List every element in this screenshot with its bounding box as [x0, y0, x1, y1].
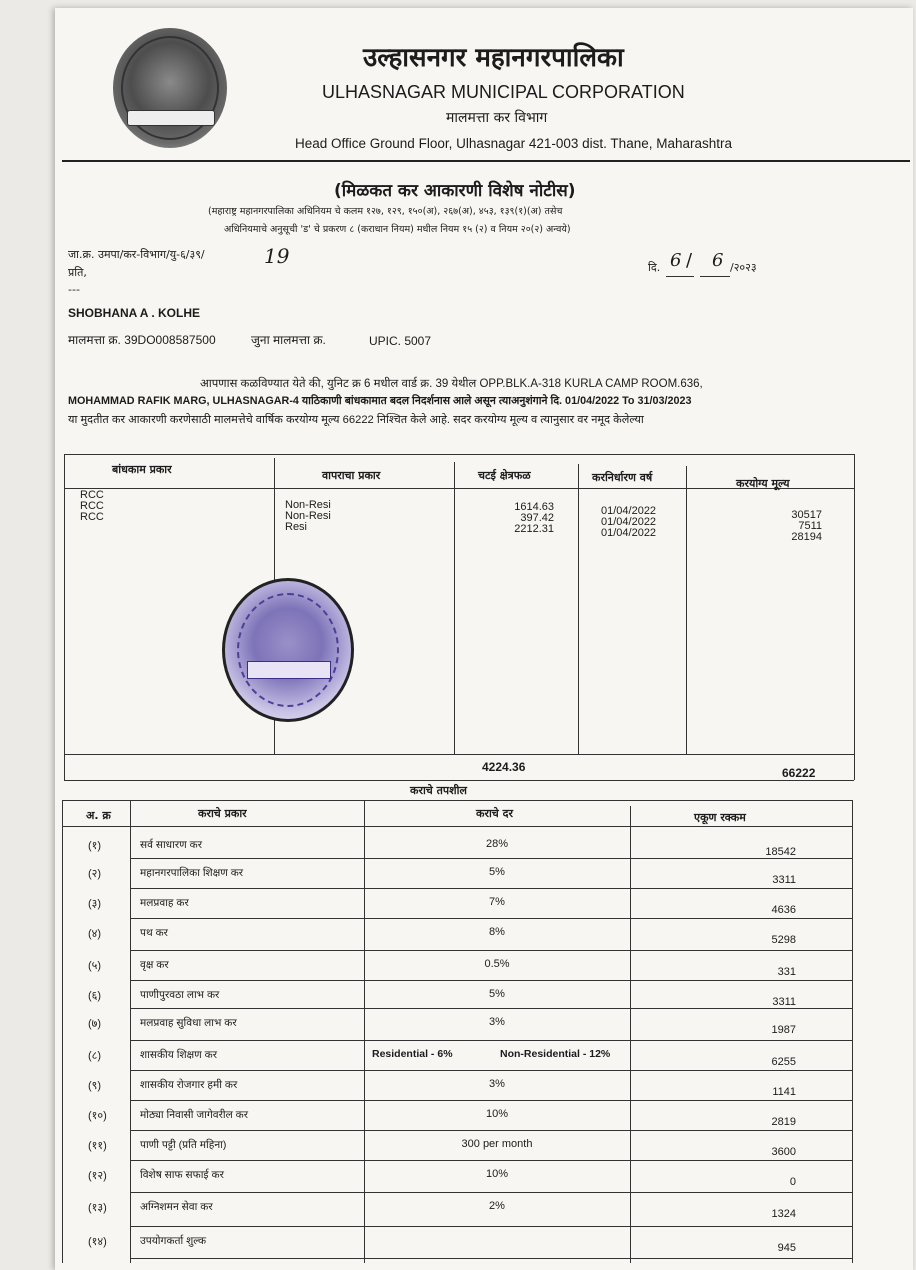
row-tax-rate: 3% [489, 1016, 505, 1028]
row-serial-number: (७) [88, 1018, 102, 1030]
row-serial-number: (३) [88, 898, 102, 910]
date-underline-month [700, 276, 730, 277]
row-tax-type: विशेष साफ सफाई कर [140, 1169, 224, 1181]
total-taxable-value: 66222 [782, 766, 816, 780]
col-header-total-amount: एकूण रक्कम [694, 811, 746, 824]
usage-column [285, 500, 331, 533]
header-divider [62, 160, 910, 162]
value-column [760, 510, 822, 543]
department-name: मालमत्ता कर विभाग [446, 110, 548, 126]
row-tax-type: मलप्रवाह सुविधा लाभ कर [140, 1017, 237, 1029]
row-tax-rate: 5% [489, 988, 505, 1000]
date-month-handwritten: 6 [712, 250, 724, 271]
table-row-construction: RCC [80, 500, 104, 512]
notice-body-line-1: आपणास कळविण्यात येते की, युनिट क्र 6 मधील वार्ड क्र. 39 येथील OPP.BLK.A-318 KURLA CAMP ROOM.636, [200, 378, 703, 390]
notice-title: (मिळकत कर आकारणी विशेष नोटीस) [334, 181, 576, 201]
notice-body-line-3: या मुदतीत कर आकारणी करणेसाठी मालमत्तेचे वार्षिक करयोग्य मूल्य 66222 निश्चित केले आहे. सदर करयोग्य मूल्य व त्यानुसार वर नमूद केलेल्या [68, 414, 644, 426]
property-number: मालमत्ता क्र. 39DO008587500 [68, 333, 216, 347]
row-divider [130, 1192, 852, 1193]
col-header-assessment-year: करनिर्धारण वर्ष [592, 471, 653, 484]
row-tax-rate: 8% [489, 926, 505, 938]
row-divider [130, 950, 852, 951]
row-tax-rate: 0.5% [484, 958, 510, 970]
legal-reference-line-2: अधिनियमाचे अनुसूची 'ड' चे प्रकरण ८ (कराधान नियम) मधील नियम १५ (२) व नियम २०(२) अन्वये) [224, 224, 571, 235]
table-row-year: 01/04/2022 [601, 505, 657, 517]
table-row-construction: RCC [80, 511, 104, 523]
date-label: दि. [648, 261, 661, 274]
row-divider [130, 1226, 852, 1227]
row-tax-rate: 10% [485, 1168, 509, 1180]
row-tax-type: महानगरपालिका शिक्षण कर [140, 867, 244, 879]
row-divider [130, 980, 852, 981]
row-serial-number: (१४) [88, 1236, 107, 1248]
row-tax-rate: 2% [489, 1200, 505, 1212]
row-divider [130, 1070, 852, 1071]
table-row-usage: Resi [285, 521, 308, 533]
table-row-value: 7511 [798, 520, 822, 532]
row-total-amount: 6255 [771, 1056, 796, 1068]
row-tax-type: पाणी पट्टी (प्रति महिना) [140, 1139, 227, 1151]
row-divider [130, 918, 852, 919]
col-header-serial: अ. क्र [86, 809, 111, 822]
separator-dashes: --- [68, 283, 80, 296]
table-row-area: 397.42 [520, 512, 554, 524]
reference-number-label: जा.क्र. उमपा/कर-विभाग/यु-६/३९/ [68, 248, 205, 261]
row-total-amount: 1324 [771, 1208, 796, 1220]
table-row-construction: RCC [80, 489, 104, 501]
date-underline-day [666, 276, 694, 277]
row-serial-number: (९) [88, 1080, 102, 1092]
owner-name: SHOBHANA A . KOLHE [68, 306, 200, 320]
row-tax-type: मलप्रवाह कर [140, 897, 189, 909]
row-divider [130, 858, 852, 859]
municipal-logo-seal [113, 28, 227, 148]
old-property-number-label: जुना मालमत्ता क्र. [251, 333, 326, 347]
row-total-amount: 3600 [771, 1146, 796, 1158]
date-year: /२०२३ [730, 261, 757, 274]
table-row-area: 1614.63 [514, 501, 554, 513]
total-carpet-area: 4224.36 [482, 760, 526, 774]
corporation-seal-stamp [222, 578, 354, 722]
row-serial-number: (५) [88, 960, 102, 972]
date-day-handwritten: 6 [670, 250, 682, 271]
row-total-amount: 945 [777, 1242, 796, 1254]
row-tax-type: सर्व साधारण कर [140, 839, 203, 851]
row-serial-number: (८) [88, 1050, 102, 1062]
row-tax-type: शासकीय रोजगार हमी कर [140, 1079, 238, 1091]
row-total-amount: 331 [777, 966, 796, 978]
head-office-address: Head Office Ground Floor, Ulhasnagar 421-003 dist. Thane, Maharashtra [295, 136, 733, 151]
table-row-value: 30517 [791, 509, 822, 521]
row-tax-rate: 7% [489, 896, 505, 908]
table-row-value: 28194 [791, 531, 822, 543]
row-tax-rate: 10% [485, 1108, 509, 1120]
row-tax-type: वृक्ष कर [140, 959, 169, 971]
row-serial-number: (१२) [88, 1170, 107, 1182]
notice-body-line-2: MOHAMMAD RAFIK MARG, ULHASNAGAR-4 याठिकाणी बांधकामात बदल निदर्शनास आले असून त्याअनुशंगाने दि. 01/04/2022 To 31/03/2023 [68, 395, 692, 407]
row-tax-rate: 28% [485, 838, 509, 850]
row-serial-number: (११) [88, 1140, 107, 1152]
row-divider [130, 1130, 852, 1131]
col-header-taxable-value: करयोग्य मूल्य [736, 477, 790, 490]
row-tax-type: उपयोगकर्ता शुल्क [140, 1235, 207, 1247]
row-serial-number: (१३) [88, 1202, 107, 1214]
to-label: प्रति, [68, 266, 87, 279]
row-total-amount: 1141 [772, 1086, 796, 1098]
row-serial-number: (१) [88, 840, 102, 852]
row-tax-rate-non-residential: Non-Residential - 12% [500, 1048, 611, 1060]
reference-number-handwritten: 19 [264, 244, 290, 268]
row-total-amount: 4636 [771, 904, 796, 916]
legal-reference-line-1: (महाराष्ट्र महानगरपालिका अधिनियम चे कलम १२७, १२९, १५०(अ), २६७(अ), ४५३, १३९(१)(अ) तसेच [208, 206, 563, 217]
row-tax-type: अग्निशमन सेवा कर [140, 1201, 213, 1213]
table-row-year: 01/04/2022 [601, 516, 657, 528]
upic-number: UPIC. 5007 [369, 334, 432, 348]
row-divider [130, 1040, 852, 1041]
row-divider [130, 888, 852, 889]
table-row-usage: Non-Resi [285, 510, 331, 522]
row-serial-number: (६) [88, 990, 102, 1002]
row-serial-number: (४) [88, 928, 102, 940]
row-divider [130, 1100, 852, 1101]
construction-column [80, 490, 104, 523]
col-header-construction-type: बांधकाम प्रकार [112, 463, 172, 476]
row-divider [130, 1160, 852, 1161]
tax-details-caption: कराचे तपशील [410, 784, 467, 797]
area-column [486, 502, 554, 535]
org-name-hindi: उल्हासनगर महानगरपालिका [363, 43, 624, 73]
row-divider [130, 1258, 852, 1259]
org-name-english: ULHASNAGAR MUNICIPAL CORPORATION [322, 82, 685, 102]
row-serial-number: (१०) [88, 1110, 107, 1122]
year-column [601, 506, 656, 539]
table-row-usage: Non-Resi [285, 499, 331, 511]
row-serial-number: (२) [88, 868, 102, 880]
row-tax-type: पाणीपुरवठा लाभ कर [140, 989, 220, 1001]
row-tax-rate: 300 per month [461, 1138, 533, 1150]
table-row-year: 01/04/2022 [601, 527, 657, 539]
col-header-tax-type: कराचे प्रकार [198, 807, 247, 820]
row-tax-type: पथ कर [140, 927, 168, 939]
row-divider [130, 1008, 852, 1009]
col-header-tax-rate: कराचे दर [476, 807, 513, 820]
table-row-area: 2212.31 [514, 523, 554, 535]
row-total-amount: 3311 [772, 874, 796, 886]
row-total-amount: 18542 [765, 846, 796, 858]
row-tax-type: मोठ्या निवासी जागेवरील कर [140, 1109, 248, 1121]
col-header-usage-type: वापराचा प्रकार [322, 469, 381, 482]
row-tax-rate: 5% [489, 866, 505, 878]
row-total-amount: 0 [789, 1176, 796, 1188]
row-total-amount: 2819 [771, 1116, 796, 1128]
row-tax-type: शासकीय शिक्षण कर [140, 1049, 218, 1061]
row-tax-rate-residential: Residential - 6% [372, 1048, 453, 1060]
row-total-amount: 5298 [771, 934, 796, 946]
date-separator: / [686, 250, 693, 271]
col-header-carpet-area: चटई क्षेत्रफळ [478, 469, 531, 482]
row-total-amount: 3311 [772, 996, 796, 1008]
row-tax-rate: 3% [489, 1078, 505, 1090]
row-total-amount: 1987 [771, 1024, 796, 1036]
